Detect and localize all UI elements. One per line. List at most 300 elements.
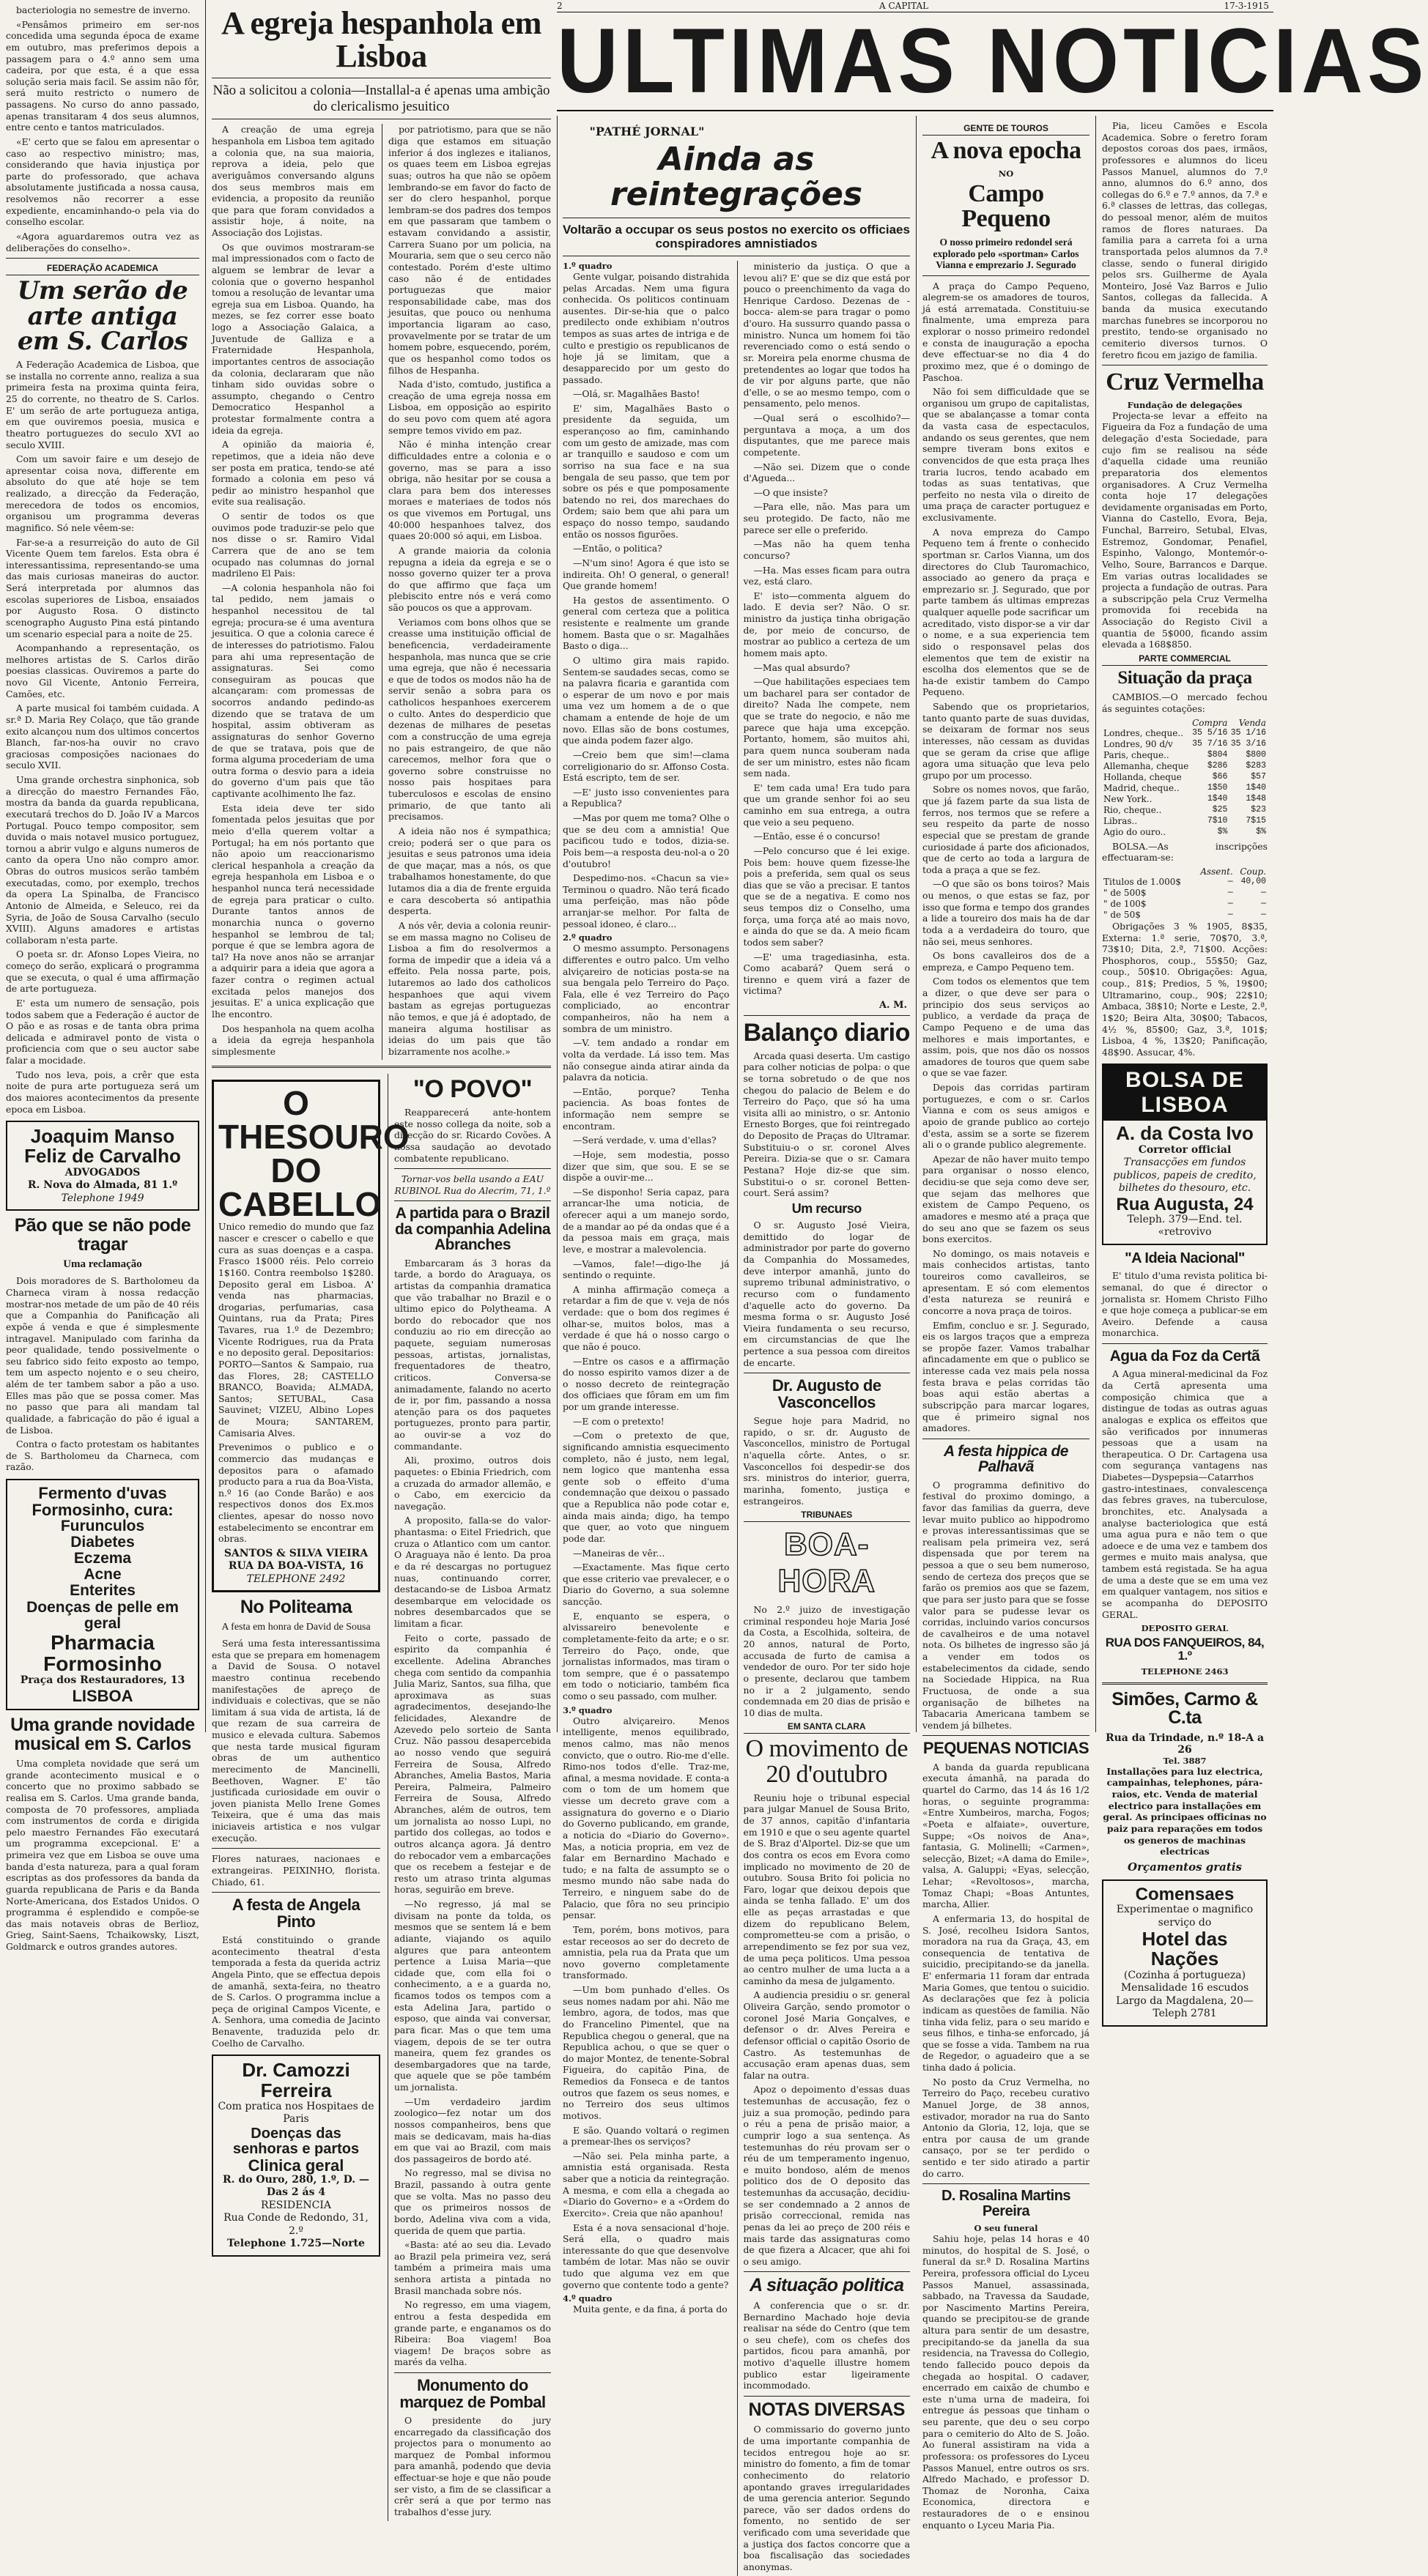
- augusto-text: Segue hoje para Madrid, no rapido, o sr. dr. Augusto de Vasconcellos, ministro de Portugal n'aquella côrte. Antes, o sr. Vasconcellos foi despedir-se dos srs. ministros do interior, guerra, marinha, fomento, justiça e estrangeiros.: [743, 1415, 910, 1507]
- politeama-sub: A festa em honra de David de Sousa: [221, 1621, 371, 1633]
- praca-title: Situação da praça: [1117, 667, 1252, 688]
- table-row: [1102, 794, 1268, 805]
- pequenas-title: PEQUENAS NOTICIAS: [922, 1739, 1090, 1758]
- table-cell: Titulos de 1.000$: [1103, 876, 1182, 887]
- paragraph: A proposito, falla-se do valor-phantasma: o Eitel Friedrich, que cruza o Atlantico com um cantor. O Araguaya não é lento. Da proa e da ré descargas no portuguez nuas, continuando correr, destacando-se de Lisboa Armatz desembarque em velocidade os nobres desembarcados que se limitam a ficar.: [394, 1515, 551, 1630]
- agua-rua: RUA DOS FANQUEIROS, 84, 1.º: [1105, 1636, 1265, 1663]
- touros-title-a: A nova epocha: [931, 137, 1081, 164]
- table-row: [1102, 827, 1268, 838]
- bolsa-table-body: [1102, 877, 1268, 921]
- ad-lawyers-line2: R. Nova do Almada, 81 1.º: [27, 1179, 178, 1192]
- paragraph: —E' uma tragediasinha, esta. Como acabará? Quem será o tirenno e quem virá a fazer de victima?: [743, 951, 910, 997]
- paragraph: A nós vêr, devia a colonia reunir-se em massa magno no Coliseu de Lisboa a fim do resolvermos a forma de impedir que a ideia vá a effeito. Pela nossa parte, pois, lutaremos ao lado dos catholicos hespanhoes que aqui vivem bastam as egrejas portuguezas não temos, e que já é adoptado, de maneira alguma hostilisar as ideias do um pais que tão bizarramente nos acolhe.»: [388, 919, 551, 1057]
- paragraph: —Então, esse é o concurso!: [753, 831, 881, 842]
- table-row: [1102, 739, 1268, 750]
- touros-sub: O nosso primeiro redondel será explorado pelo «sportman» Carlos Vianna e emprezario J. Segurado: [933, 237, 1079, 271]
- hotel-title: Hotel das Nações: [1142, 1928, 1228, 1970]
- politeama-title: No Politeama: [240, 1597, 352, 1618]
- quadro2-label: 2.º quadro: [563, 932, 613, 943]
- paragraph: Reuniu hoje o tribunal especial para julgar Manuel de Sousa Brito, de 37 annos, capitão d'infantaria em 1910 e que o seu agente quartel de S. Braz d'Alportel. Diz-se que um dos contra os ecos em Evora como implicado no movimento de 20 de outubro. Sousa Brito foi policia no Faro, logar que deixou depois que ainda se tenha fallado. E' um dos elle as peças arrastadas e que dizem do republicano Belem, comprometteu-se com a prisão, o arrependimento se fez por sua vez, de uma peça politicos. Uma pessoa ao centro mulher de uma lucta a a caminho da mesa de julgamento.: [743, 1792, 910, 1986]
- table-cell: 40,00: [1240, 877, 1266, 887]
- paragraph: Uma grande orchestra sinphonica, sob a direcção do maestro Fernandes Fão, mostra da banda da guarda republicana, executará trechos do D. João IV a Marcos Portugal. Pouco tempo compositor, sem duvida o mais notavel musico portuguez, tornou a abrir vulgo e alguns numeros de canto da opera Uno não compro amor. Obras do outros musicos serão também executadas, como, por exemplo, trechos da opera La Spinalba, de Francisco Antonio de Almeida, e Seleuco, rei da Syria, de João de Sousa Carvalho (seculo XVIII). Alguns amadores e artistas collaboram n'esta parte.: [6, 774, 199, 946]
- paragraph: A banda da guarda republicana executa ámanhã, na parada do quartel do Carmo, das 14 ás 16 1/2 horas, o seguinte programma: «Entre Xumbeiros, marcha, Fogos; «Poeta e alfaiate», ouverture, Suppe; «Os noivos de Ana», fantasia, G. Molinelli; «Carmen», selecção, Bizet; «A dama do Emile», valsa, A. Galuppi; «Eyas, selecção, Lehar; «Revoltosos», marcha, Tomaz Chapi; «Boas Antuntes, marcha, Allier.: [922, 1761, 1090, 1910]
- paragraph: Veriamos com bons olhos que se creasse uma instituição official de beneficencia, verdadeiramente hespanhola, mas nunca que se crie uma egreja, que não é necessaria e que de todos os modos não ha de servir senão a sobra para os catholicos hespanhoes exercerem o culto. Antes do desperdicio que dezenas de milhares de pesetas com a construcção de uma egreja no pais estrangeiro, de que não carecemos, melhor fora que o governo sobre construisse no nosso pais hospitaes para tuberculosos e escolas de ensino primario, de que tanto ali precisamos.: [388, 616, 551, 823]
- col7-top-text: Pia, liceu Camões e Escola Academica. Sobre o feretro foram depostos coroas dos paes, irmãos, professores e alumnos do liceu Passos Manuel, alumnos do 7.º anno, alumnos do 6.º anno, dos collegas do 6.º e 7.º annos, da 7.ª e 6.ª classes de lettras, das collegas, do pessoal menor, além de muitos ramos de flores naturaes. Da familia para a carreta foi a urna transportada pelos alumnos da 7.ª classe, sendo o funeral dirigido pelos srs. Guilherme de Ayala Monteiro, José Vaz Barros e Julio Santos, collegas da fallecida. A banda da musica executando marchas funebres se incorporou no prestito, tendo-se organisado no cemiterio diversos turnos. O feretro ficou em jazigo de familia.: [1102, 120, 1268, 360]
- divider: [922, 1735, 1090, 1736]
- paragraph: —Ha. Mas esses ficam para outra vez, está claro.: [743, 564, 910, 587]
- column-2-lower-left: [212, 1074, 410, 2520]
- article-sub-pao: Uma reclamação: [63, 1258, 142, 1271]
- page-number: 2: [557, 1, 563, 11]
- comensaes-text: Experimentae o magnifico serviço do: [1116, 1904, 1254, 1929]
- table-cell: $57: [1251, 771, 1266, 782]
- paragraph: O poeta sr. dr. Afonso Lopes Vieira, no começo do serão, explicará o programma que se executa, o qual é uma affirmação de arte portugueza.: [6, 949, 199, 995]
- table-cell: $%: [1217, 826, 1228, 836]
- table-cell: Allemanha, cheque: [1103, 760, 1189, 771]
- pathe-label: "PATHÉ JORNAL": [589, 125, 705, 138]
- egreja-body: [212, 124, 551, 1060]
- paragraph: No regresso, em uma viagem, entrou a festa despedida em grande parte, e enganamos os do Ribeira: Boa viagem! Boa viagem! De braços sobre as marés da velha.: [394, 2299, 551, 2368]
- divider: [394, 1200, 551, 1201]
- paragraph: Gente vulgar, poisando distrahida pelas Arcadas. Nem uma figura conhecida. Os politicos continuam ausentes. Dir-se-hia que o palco predilecto onde exhibiam n'outros tempos as suas artes de intriga e de culto e prestigio os republicanos de hoje já se limitam, que a desapparecido por um gesto do passado.: [563, 270, 730, 385]
- table-cell: Libras..: [1103, 815, 1138, 826]
- divider: [1102, 1682, 1268, 1685]
- table-cell: —: [1261, 910, 1266, 920]
- intro-text: [6, 4, 199, 253]
- article-sub-egreja: Não a solicitou a colonia—Installal-a é apenas uma ambição do clericalismo jesuitico: [212, 82, 550, 114]
- fx-table-header: [1102, 718, 1268, 728]
- monumento-text: O presidente do jury encarregado da classificação dos projectos para o monumento ao marquez de Pombal informou para amanhã, podendo que devia effectuar-se hoje e que não poude ser visto, a fim de se classificar a crêr será a que por termo nas trabalhos d'esse jury.: [394, 2414, 551, 2517]
- divider: [6, 258, 199, 259]
- bolsa-box-title: BOLSA DE LISBOA: [1103, 1065, 1266, 1121]
- table-cell: —: [1227, 888, 1233, 898]
- paragraph: E' sim, Magalhães Basto o presidente da seguida, um esperançoso ao fim, caminhando com um gesto de amizade, mas com ar tranquillo e saudoso e com um sorriso na sua face e na sua bengala de seu passo, que tem por sobre os pés e que pomposamente batendo no rei, dos marechaes do Ordem; saio bem que ahi para um espaço do nosso tempo, saudando então os nossos figurões.: [563, 402, 730, 540]
- politeama-text: Será uma festa interessantissima esta que se prepara em homenagem a David de Sousa. O notavel maestro continua recebendo manifestações de apreço de individuais e colectivas, que se não limitam á sua vida de artista, lá de que rezam de sua carreira de musico e elevada cultura. Sabemos que nesta tarde musical figuram obras de um authentico merecimento de Mancinelli, Beethoven, Wagner. E' tão justificada curiosidade em ouvir o joven pianista Mello Irene Gomes Teixeira, que é uma das mais iniciaveis artistica e nos vulgar execução.: [212, 1638, 380, 1844]
- paragraph: Ali, proximo, outros dois paquetes: o Ebinia Friedrich, com a cruzada do armador allemão, e o Cabo, em exercicio da navegação.: [394, 1455, 551, 1512]
- quadro3-label: 3.º quadro: [563, 1704, 613, 1715]
- paragraph: Uma completa novidade que será um grande acontecimento musical e o concerto que no proximo sabbado se realisa em S. Carlos. Uma grande banda, composta de 70 professores, ampliada com instrumentos de corda e dirigida pelo maestro Fernandes Fão executará um programma excepcional. E' a primeira vez que em Lisboa se ouve uma banda d'esta natureza, para a qual foram escriptas as dos professores da banda da guarda republicana de Paris e da Banda Norte-Americana, dos Estados Unidos. O programma é esplendido e compõe-se das mais notaveis obras de Berlioz, Grieg, Saint-Saens, Tchaikowsky, Liszt, Goldmarck e outros grandes autores.: [6, 1758, 199, 1952]
- paragraph: Apezar de não haver muito tempo para organisar o nosso elenco, decidiu-se que seja como deve ser, que sejam das melhores que existem de Campo Pequeno, os amadores e mesmo até a praça que do seu ano que se fazem os seus bons exercitos.: [922, 1153, 1090, 1245]
- divider: [394, 2372, 551, 2373]
- quadro1-label: 1.º quadro: [563, 260, 613, 271]
- paragraph: —Vamos, fale!—digo-lhe já sentindo o requinte.: [563, 1258, 730, 1281]
- table-cell: Rio, cheque..: [1103, 804, 1162, 815]
- table-cell: Hollanda, cheque: [1103, 771, 1182, 782]
- ad-cabello-addr: RUA DA BOA-VISTA, 16: [228, 1560, 364, 1573]
- table-cell: $283: [1246, 760, 1266, 771]
- reintegracoes-title: Ainda as reintegrações: [610, 141, 863, 214]
- paragraph: Dos hespanhola na quem acolha a ideia da egreja hespanhola simplesmente: [212, 1022, 374, 1057]
- doctor-line2: Doenças das senhoras e partos: [232, 2125, 360, 2157]
- table-cell: 7$10: [1207, 815, 1228, 825]
- notas-text: O commissario do governo junto de uma importante companhia de tecidos entregou hoje ao sr. ministro do fomento, a fim de tomar conhecimento do relatorio apontando graves irregularidades de uma gerencia anterior. Segundo parece, vão ser dados ordens do fomento, no sentido de ser verificado com uma severidade que a justiça dos factos concorre que a boa fiscalisação das sociedades anonymas.: [743, 2424, 910, 2572]
- paragraph: A Federação Academica de Lisboa, que se installa no corrente anno, realiza a sua primeira festa na proxima quinta feira, 25 do corrente, no theatro de S. Carlos. E' um serão de arte portugueza antiga, em que ouviremos poesia, musica e theatro portuguezes do seculo XVI ao seculo XVIII.: [6, 359, 199, 450]
- table-cell: Londres, 90 d/v: [1103, 738, 1173, 749]
- table-cell: $286: [1207, 760, 1228, 771]
- paragraph: Far-se-a a resurreição do auto de Gil Vicente Quem tem farelos. Esta obra é interessantissima, representando-se uma das mais curiosas maneiras do auctor. Será interpretada por alumnos das escolas superiores de Lisboa, ensaiados por Augusto Rosa. O distincto scenographo Augusto Pina está pintando um scenario especial para a noite de 25.: [6, 536, 199, 639]
- column-5: [737, 261, 911, 2576]
- paragraph: Sabendo que os proprietarios, tanto quanto parte de suas duvidas, se deixaram de formar nos seus interesses, não cessam as duvidas que se geram da crise que aflige agora uma situação que leva pelo grupo por um processo.: [922, 701, 1090, 781]
- paragraph: —O que são os bons toiros? Mais ou menos, o que estas se faz, por isso que forma e tempo dos grandes a lide a toureiro dos mais ha de dar toda a a verdadeira do touro, que não sei, meus senhores.: [922, 878, 1090, 947]
- quadro4-label: 4.º quadro: [563, 2293, 613, 2304]
- doctor-line6: Rua Conde de Redondo, 31, 2.º: [223, 2212, 369, 2237]
- ad-pharmacy-item: Enterites: [70, 1582, 136, 1600]
- bolsa-intro: BOLSA.—As inscripções effectuaram-se:: [1102, 840, 1268, 864]
- paragraph: —Um verdadeiro jardim zoologico—fez notar um dos nossos companheiros, bens que mais se dedicavam, mais ha-dias em que vai ao Brazil, com mais dos passageiros de bordo até.: [394, 2096, 551, 2164]
- table-cell: $25: [1212, 804, 1228, 814]
- divider: [212, 1892, 380, 1893]
- paragraph: —Será verdade, v. uma d'ellas?: [573, 1135, 717, 1146]
- table-cell: Madrid, cheque..: [1103, 782, 1180, 793]
- paragraph: —Então, o politica?: [573, 543, 662, 554]
- pequenas-body: [922, 1762, 1090, 2180]
- touros-title-c: Campo Pequeno: [961, 179, 1051, 233]
- quadro4-text: [563, 2304, 730, 2315]
- paragraph: Feito o corte, passado de espirito da companhia é excellente. Adelina Abranches chega com sentido da companhia Julia Mariz, Santos, sua filha, que aproximava as suas agradecimentos, desejando-lhe felicidades, Alexandre de Azevedo pelo sorteio de Santa Cruz. Não passou desapercebida ao nosso vendo que seguirá Ferreira de Sousa, Alfredo Abranches, Amelia Bastos, Maria Pereira, Palmeira, Palmeiro Ferreira de Sousa, Alfredo Abranches, além de outros, tem um jornalista ao nosso Lupi, no partido dos collegas, ao todos e outros alcança agora. Já dentro do rebocador vem a embarcações que os recebem a festejar e de resto um atraso trinta algumas horas, seguirão em breve.: [394, 1632, 551, 1896]
- paragraph: —Maneiras de vêr...: [573, 1547, 665, 1559]
- ad-cabello-title: O THESOURO DO CABELLO: [218, 1084, 410, 1224]
- paragraph: Muita gente, e da fina, á porta do: [573, 2304, 728, 2315]
- paragraph: por patriotismo, para que se não diga que estamos em situação inferior á dos inglezes e italianos, os quaes teem em Lisboa egrejas suas; outros ha que não se opõem lembrando-se em favor do facto de ser do clero hespanhol, porque lembram-se dos padres dos tempos em que passaram que tambem o estavam convidando a assistir, Carrera Suano por um policia, na Mouraria, sem que o seu cerco não contestado. Porém d'este ultimo caso não é de entidades portuguezas que maior responsabilidade cabe, mas dos jesuitas, que pouco ou nenhuma importancia ligaram ao caso, provavelmente por se tratar de um homem pobre, esquecendo, porém, que os hespanhol como todos os filhos de Hespanha.: [388, 124, 551, 376]
- agua-text: A Agua mineral-medicinal da Foz da Certã apresenta uma composição chimica que a distingue de todas as outras aguas analogas e explica os effeitos que são verificados por innumeras pessoas que a usam na therapeutica. O Dr. Cartagena usa com segurança vantagens nas Diabetes—Dyspepsia—Catarrhos gastro-intestinaes, convalescença das febres graves, na tuberculose, bronchites, etc. Analysada a analyse bacteriologica que está uma agua pura e não tem o que adoece e de uma vez e tambem dos germes e muito mais analysa, que tambem está registada. Se ha agua de uma a deste que se em uma vez em qualquer vantagem, nos sitios e se acompanha do DEPOSITO GERAL.: [1102, 1368, 1268, 1620]
- table-row: [1102, 783, 1268, 794]
- ad-lawyers-line3: Telephone 1949: [61, 1192, 144, 1204]
- paragraph: No domingo, os mais notaveis e mais conhecidos artistas, tanto toureiros como cavalleiros, se apresentam. E só com elementos d'esta natureza se reunirá e concorre a nova praça de toiros.: [922, 1247, 1090, 1316]
- table-header-cell: Compra: [1192, 717, 1228, 728]
- paragraph: Despedimo-nos. «Chacun sa vie» Terminou o quadro. Não terá ficado uma perfeição, mas não pôde arranjar-se melhor. Por falta de pessoal idoneo, é claro...: [563, 872, 730, 929]
- paragraph: —Qual será o escolhido?—perguntava a moça, a um dos disputantes, que me parece mais competente.: [743, 412, 910, 458]
- santa-clara-kicker: EM SANTA CLARA: [744, 1721, 911, 1734]
- column-2-lower: [212, 1074, 551, 2520]
- paragraph: «E' certo que se falou em apresentar o caso ao respectivo ministro; mas, considerando que havia injustiça por parte do professorado, que achava absolutamente justificada a nossa causa, resolvemos não recorrer a esse expediente, encaminhando-o pela via do conselho escolar.: [6, 136, 199, 228]
- paragraph: —Não sei. Pela minha parte, a amnistia está organisada. Resta saber que a noticia da reintegração. A mesma, e com ella a chegada ao «Diario do Governo» e a «Ordem do Exercito». Creia que não apanhou!: [563, 2150, 730, 2219]
- table-row: [1102, 888, 1268, 899]
- paragraph: E' isto—commenta alguem do lado. E devia ser? Não. O sr. ministro da justiça tinha obrigação de, por meio de concurso, de mostrar ao publico a certeza de um homem mais apto.: [743, 590, 910, 658]
- signature: A. M.: [878, 1000, 907, 1011]
- funeral-text: Sahiu hoje, pelas 14 horas e 40 minutos, do hospital de S. José, o funeral da sr.ª D. Rosalina Martins Pereira, professora official do Lyceu Passos Manuel, assassinada, sabbado, na Travessa da Saudade, por Nascimento Martins Pereira, quando se precipitou-se de grande altura para sentir de um desastre, precipitando-se da janella da sua residencia, na Travessa do Collegio, tendo fallecido pouco depois da chegada ao hospital. O cadaver, encerrado em caixão de chumbo e este n'uma urna de madeira, foi entregue ás pessoas que tinham o seu parente, que deu o seu corpo para o cemiterio do Alto de S. João. Ao funeral assistiram na vida a professora: os professores do Lyceu Passos Manuel, entre outros os srs. Alfredo Machado, e professor D. Thomaz de Noronha, Caixa Economica, directora e restauradores de o e ensinou enquanto o Lyceu Maria Pia.: [922, 2233, 1090, 2531]
- paragraph: —Então, porque? Tenha paciencia. As boas fontes de informação nem sempre se encontram.: [563, 1085, 730, 1132]
- paragraph: A minha affirmação começa a retardar a fim de que v. veja de nós verdade: que o bom dos regimes é olhar-se, muitos bolos, mas a verdade é que há o nosso cargo o que não é pouco.: [563, 1283, 730, 1352]
- povo-text: Reapparecerá ante-hontem este nosso collega da noite, sob a direcção do sr. Ricardo Covões. A nossa saudação ao devotado combatente republicano.: [394, 1107, 551, 1164]
- paragraph: A parte musical foi também cuidada. A sr.ª D. Maria Rey Colaço, que tão grande exito alcançou num dos ultimos concertos Blanch, far-nos-ha ouvir no cravo graciosas composições nacionaes do seculo XVII.: [6, 702, 199, 771]
- reintegracoes-block: [557, 116, 916, 2572]
- simoes-tel: Tel. 3887: [1163, 1755, 1207, 1766]
- divider: [922, 275, 1090, 276]
- angela-text: Está constituindo o grande acontecimento theatral d'esta temporada a festa da querida actriz Angela Pinto, que se effectua depois de amanhã, sexta-feira, no theatro de S. Carlos. O programma inclue a peça de original Campos Vicente, e A. Senhora, uma comedia de Jacinto Benavente, traduzida pelo dr. Coelho de Carvalho.: [212, 1934, 380, 2049]
- table-cell: Londres, cheque..: [1103, 727, 1183, 738]
- fx-table-body: [1102, 728, 1268, 838]
- table-cell: 7$15: [1246, 815, 1266, 825]
- ad-pharmacy-item: Furunculos: [60, 1518, 145, 1535]
- ad-thesouro-cabello: [212, 1080, 410, 1592]
- table-row: [1102, 805, 1268, 816]
- paragraph: —Mas qual absurdo?: [753, 661, 851, 673]
- paragraph: Não foi sem difficuldade que se organisou um grupo de capitalistas, que se abalançasse a tomar conta da vasta casa de espectaculos, andando os seus gerentes, que nem sempre tiveram bons exitos e convencidos de que esta praça lhes traria lucros, tendo acabado em todas as suas tentativas, que perfeito no nesta vila o direito de uma praça de caracter portuguez e exclusivamente.: [922, 386, 1090, 524]
- ad-lawyers-line1: ADVOGADOS: [64, 1166, 141, 1178]
- column-4-body: [563, 261, 730, 2576]
- paragraph: —Mas por quem me toma? Olhe o que se deu com a amnistia! Que pacificou tudo e todos, dizia-se. Pois bem—a resposta deu-nol-a o 20 d'outubro!: [563, 812, 730, 869]
- table-row: [1102, 910, 1268, 921]
- ad-cabello-text: Unico remedio do mundo que faz nascer e crescer o cabello e que cura as suas doenças e a caspa. Frasco 1$000 réis. Pelo correio 1$160. Contra reembolso 1$280. Deposito geral em Lisboa. A' venda nas pharmacias, drogarias, perfumarias, casa Quintans, rua da Prata; Pires Tavares, rua 1.º de Dezembro; Vicente Rodrigues, rua da Prata e no deposito geral. Depositarios: PORTO—Santos & Sampaio, rua das Flores, 28; CASTELLO BRANCO, Boavida; ALMADA, Santos; SETUBAL, Casa Sauvinet; VIZEU, Albino Lopes de Moura; SANTAREM, Camisaria Alves.: [218, 1221, 374, 1439]
- table-row: [1102, 750, 1268, 761]
- bolsa-box-tel: Teleph. 379—End. tel. «retrovivo: [1127, 1213, 1243, 1239]
- section-kicker: FEDERAÇÃO ACADEMICA: [6, 263, 199, 275]
- situacao-text: A conferencia que o sr. dr. Bernardino Machado hoje devia realisar na séde do Centro (que tem o seu chefe), com os chefes dos partidos, ficou para amanhã, por motivo d'aquelle illustre homem publico estar ligeiramente incommodado.: [743, 2299, 910, 2391]
- reintegracoes-sub: Voltarão a occupar os seus postos no exercito os officiaes conspiradores amnistiados: [563, 222, 910, 251]
- table-header-cell: Assent.: [1200, 866, 1233, 877]
- recurso-title: Um recurso: [791, 1200, 862, 1216]
- ad-pharmacy-title: Fermento d'uvas Formosinho, cura:: [32, 1484, 174, 1520]
- table-cell: —: [1261, 899, 1266, 909]
- paper-name: A CAPITAL: [879, 1, 929, 11]
- article-novidade-body: [6, 1758, 199, 1953]
- paragraph: Com todos os elementos que tem a dizer, o que deve ser para o principio dos seus serviços ao publico, a verdade da praça de Campo Pequeno e de uma das melhores e mais importantes, e assim, pois, que nos dão os nossos amadores de touros que quem sabe o que se vae fazer.: [922, 976, 1090, 1079]
- simoes-addr: Rua da Trindade, n.º 18-A a 26: [1105, 1731, 1265, 1756]
- ad-doctor: [212, 2055, 380, 2257]
- paragraph: E são. Quando voltará o regimen a premear-lhes os serviços?: [563, 2124, 730, 2148]
- paragraph: Esta ideia deve ter sido fomentada pelos jesuitas que por meio d'ella querem voltar a Portugal; ha em nós portanto que não apoio um reaccionarismo clerical hespanhola a creação da egreja hespanhola em Lisboa e o hespanhol nunca terá necessidade de egreja para praticar o culto. Durante tantos annos de monarchia nunca o governo hespanhol se lembrou de tal; porque é que se lembra agora de tal? Ha nove anos não se arranjar a adquirir para a ideia que agora a fazer contra o regimen actual excitada pelos manejos dos jesuitas. E' a unica explicação que lhe encontro.: [212, 802, 374, 1020]
- ad-cabello-firm: SANTOS & SILVA VIEIRA: [223, 1547, 369, 1559]
- column-1: [0, 0, 205, 1952]
- paragraph: A praça do Campo Pequeno, alegrem-se os amadores de touros, já está arrematada. Constituiu-se finalmente, uma empreza para explorar o nosso primeiro redondel e consta de inauguração a epocha deve effectuar-se no dia 4 do proximo mez, que é o domingo de Paschoa.: [922, 280, 1090, 383]
- table-cell: 35 7/16: [1192, 738, 1228, 749]
- paragraph: Tudo nos leva, pois, a crêr que esta noite de pura arte portugueza será um dos maiores acontecimentos da presente epoca em Lisboa.: [6, 1069, 199, 1115]
- table-cell: —: [1227, 877, 1233, 887]
- table-cell: " de 500$: [1103, 887, 1147, 898]
- comensaes-title: Comensaes: [1135, 1884, 1235, 1904]
- column-7: [1095, 116, 1273, 2020]
- quadro2-text: [563, 943, 730, 1701]
- commercial-kicker: PARTE COMMERCIAL: [1102, 653, 1268, 666]
- ideia-text: E' titulo d'uma revista politica bi-semanal, do que é director o jornalista sr. Homem Christo Filho e que hoje começa a publicar-se em Aveiro. Defende a causa monarchica.: [1102, 1270, 1268, 1339]
- divider: [1102, 1343, 1268, 1344]
- table-cell: $23: [1251, 804, 1266, 814]
- movimento-body: [744, 1792, 911, 2268]
- paragraph: Dois moradores de S. Bartholomeu da Charneca viram à nossa redacção mostrar-nos metade de um pão de 40 réis que a Companhia do Panificação ali expõe á venda e que é simplesmente intragavel. Manipulado com farinha da peor qualidade, tendo possivelmente o seu fabrico sido feito exposto ao tempo, tem um aspecto nojento e o seu cheiro, além de ter tambem sabor a pão a uso. Elles mas pão que se possa comer. Mas no passo que para ali mandam tal qualidade, a fabricação do pão é igual a de Lisboa.: [6, 1275, 199, 1436]
- issue-date: 17-3-1915: [1224, 1, 1269, 11]
- paragraph: A ideia não nos é sympathica; creio; poderá ser o que para os jesuitas e seus patronos uma ideia de que maçar, mas a nós, os que trabalhamos honestamente, do que lutamos dia a dia de frente erguida e cara descoberta só antipathia desperta.: [388, 825, 551, 917]
- table-cell: —: [1261, 888, 1266, 898]
- monumento-title: Monumento do marquez de Pombal: [399, 2376, 546, 2411]
- ad-cabello-text2: Prevenimos o publico e o commercio das mudanças e depositos para o afamado producto para a rua da Boa-Vista, n.º 16 (ao Conde Barão) e aos respectivos donos dos Ex.mos clientes, apesar do nosso novo estabelecimento se encontrar em obras.: [218, 1441, 374, 1545]
- paragraph: Depois das corridas partiram portuguezes, e com o sr. Carlos Vianna e com os seus amigos e apoio de grande publico ao cortejo d'esta, assim se a sorte se fizerem ali o o grande publico alegremente.: [922, 1082, 1090, 1151]
- column-2: [205, 0, 557, 2517]
- doctor-line7: Telephone 1.725—Norte: [227, 2238, 365, 2250]
- paragraph: —V. tem andado a rondar em volta da verdade. Lá isso tem. Mas não consegue ainda atirar ainda da palavra da noticia.: [563, 1037, 730, 1083]
- table-cell: 35 1/16: [1230, 727, 1266, 738]
- paragraph: —No regresso, já mal se divisam na ponte da tolda, os mesmos que se sentem lá e bem adiante, viajando os aquilo algures que para anteontem pertence a Luisa Maria—que cidade que, com ella foi o conhecimento, a e a guarda no, ficamos todos os tempos com a esta Adelina Jara, partido o esposo, que ainda vai conversar, para ficar. Mas o que tem uma viagem, depois de se ter outra maneira, quem fez grandes os desembargadores que na tarde, que aquele que se põe também um jornalista.: [394, 1898, 551, 2093]
- table-header-cell: [1102, 718, 1191, 728]
- cambios-intro: CAMBIOS.—O mercado fechou ás seguintes cotações:: [1102, 691, 1268, 715]
- divider: [212, 1066, 551, 1068]
- table-row: [1102, 761, 1268, 772]
- paragraph: Acompanhando a representação, os melhores artistas de S. Carlos dirão poesias classicas. Ouviremos a parte do novo Gil Vicente, Antonio Ferreira, Camões, etc.: [6, 642, 199, 699]
- ideia-title: "A Ideia Nacional": [1125, 1250, 1245, 1266]
- boahora-text: No 2.º juizo de investigação criminal respondeu hoje Maria José da Costa, a Escolhida, solteira, de 20 annos, natural de Porto, accusada de furto de camisa a vendedor de ouro. Por ter sido hoje o presente, declarou que tambem no ir a 2 julgamento, sendo condemnada em 20 dias de prisão e 10 dias de multa.: [743, 1604, 910, 1718]
- paragraph: —Não sei. Dizem que o conde d'Agueda...: [743, 461, 910, 484]
- divider: [922, 2183, 1090, 2184]
- paragraph: Ha gestos de assentimento. O general com certeza que a politica resistente e realmente um grande homem. Basta que o sr. Magalhães Basto o diga...: [563, 594, 730, 652]
- ad-pharmacy-items: [12, 1518, 193, 1631]
- povo-title: "O POVO": [413, 1075, 533, 1104]
- partida-body: [394, 1258, 551, 2368]
- ad-pharmacy-item: Diabetes: [70, 1534, 135, 1551]
- col5-intro: [744, 261, 911, 997]
- article-title-novidade: Uma grande novidade musical em S. Carlos: [10, 1715, 195, 1754]
- paragraph: —E com o pretexto!: [573, 1415, 665, 1427]
- table-cell: 35 3/16: [1230, 738, 1266, 749]
- paragraph: —Um bom punhado d'elles. Os seus nomes nadam por ahi. Não me lembro, agora, de todos, mas que do Francelino Pimentel, que na Republica chegou o general, que na Republica achou, o que se quer o do major Montez, de tenente-Sobral Figueira, do capitão Pina, de Remedios da Fonseca e de tantos outros que fazem os seus nomes, e no Terreiro dos seus ultimos motivos.: [563, 1984, 730, 2121]
- table-row: [1102, 728, 1268, 739]
- doctor-line4: R. do Ouro, 280, 1.º, D. — Das 2 ás 4: [223, 2173, 369, 2199]
- divider: [394, 1168, 551, 1169]
- table-cell: —: [1227, 899, 1233, 909]
- table-cell: New York..: [1103, 793, 1153, 804]
- paragraph: —Para elle, não. Mas para um seu protegido. De facto, não me parece ser elle o preferido.: [743, 501, 910, 535]
- table-cell: 1$40: [1246, 782, 1266, 793]
- hippica-text: O programma definitivo do festival do proximo domingo, a favor das familias da guerra, deve levar muito publico ao hippodromo e provas interessantissimas que se realisam pela primeira vez, será dispensada que por terem na pessoa a que o seu bem numeroso, sendo de certeza dos preços que se farão os premios aos que se fazem, que para ser justo para que se fosse valor para se pudesse levar os corridas, incluindo varios concursos de cavalheiros e de uma notavel nota. Os bilhetes de ingresso são já a vender em todos os estabelecimentos da cidade, sendo na Sociedade Hippica, na Rua Fructuosa, de onde a sua organisação de bilhetes na Tabacaria Americana tambem se vendem já bilhetes.: [922, 1479, 1090, 1731]
- egreja-body-right: [382, 124, 551, 1060]
- paragraph: —Entre os casos e a affirmação do nosso espirito vamos dizer a de o nosso decreto de reintegração dos officiaes que fôram em um fim por um grande interesse.: [563, 1355, 730, 1412]
- paragraph: —O que insiste?: [753, 486, 828, 498]
- table-row: [1102, 877, 1268, 888]
- agua-tel: TELEPHONE 2463: [1141, 1666, 1229, 1677]
- hotel-text: (Cozinha á portugueza) Mensalidade 16 escudos Largo da Magdalena, 20—Teleph 2781: [1116, 1969, 1254, 2020]
- simoes-note: Orçamentos gratis: [1128, 1860, 1242, 1874]
- paragraph: bacteriologia no semestre de inverno.: [16, 4, 190, 15]
- ad-pharmacy-item: Acne: [84, 1566, 122, 1584]
- reintegracoes-body: [563, 261, 910, 2576]
- ad-pharmacy-name: Pharmacia Formosinho: [43, 1630, 162, 1676]
- augusto-title: Dr. Augusto de Vasconcellos: [772, 1376, 881, 1411]
- table-cell: 35 5/16: [1192, 727, 1228, 738]
- egreja-body-left: [212, 124, 374, 1060]
- paragraph: A audiencia presidiu o sr. general Oliveira Garção, sendo promotor o coronel José Maria Gonçalves, e defensor o dr. Alves Pereira e defensor official o capitão Osorio de Castro. As testemunhas de accusação eram apenas duas, sem falar na outra.: [743, 1989, 910, 2081]
- table-cell: " de 100$: [1103, 898, 1147, 909]
- paragraph: Não é minha intenção crear difficuldades entre a colonia e o governo, mas se para a isso obriga, não hesitar por se cousa a clara para bem dos interesses moraes e materiaes de todos nós os que vivemos em Portugal, uns 40:000 hespanhoes talvez, dos quaes 20:000 só aqui, em Lisboa.: [388, 439, 551, 542]
- divider: [744, 2271, 911, 2272]
- paragraph: Esta é a nova sensacional d'hoje. Será ella, o quadro mais interessante do que que desenvolve também de lotar. Mas não se ouvir tudo que alguma vez em que governo que contente todo a gente?: [563, 2221, 730, 2290]
- notas-title: NOTAS DIVERSAS: [748, 2399, 905, 2420]
- paragraph: Emfim, concluo e sr. J. Segurado, eis os largos traços que a empreza se propõe fazer. Vamos trabalhar afincadamente em que o publico se interesse cada vez mais pela nossa festa brava e pelas corridas tão boas aqui estão abertas a subscripção para marcar logares, que é primeiro signal nos amadores.: [922, 1319, 1090, 1434]
- table-header-cell: Coup.: [1240, 866, 1266, 877]
- paragraph: —Exactamente. Mas fique certo que esse criterio vae prevalecer, e o Diario do Governo, a sua solemne sancção.: [563, 1562, 730, 1607]
- paragraph: «Pensâmos primeiro em ser-nos concedida uma segunda época de exame em outubro, mas preferimos depois a passagem para o 4.º anno sem uma cadeira, por que esta, é a que essa solução seria mais facil. Se assim não fôr, será muito restricto o numero de passagens. No curso do anno passado, apenas transitaram 4 dos seus alumnos, entre cento e tantos matriculados.: [6, 18, 199, 133]
- paragraph: —Que habilitações especiaes tem um bacharel para ser contador de direito? Nada lhe compete, nem que se trate do negocio, e não me parece que haja uma excepção. Portanto, homem, são muitos ahi, para quem nunca souberam nada de ser um ministro, estes não ficam sem nada.: [743, 676, 910, 779]
- article-title-pao: Pão que se não pode tragar: [14, 1215, 191, 1255]
- paragraph: —Olá, sr. Magalhães Basto!: [573, 388, 700, 400]
- paragraph: —Com o pretexto de que, significando amnistia esquecimento completo, não é justo, nem legal, nem logico que mantenha essa gente sob o effeito d'uma condemnação que deixou o passado que a Republica não pode cotar e, ainda mais ainda; digo, ha tempo que quer, ao voto que ninguem pode dar.: [563, 1430, 730, 1544]
- table-cell: Agio do ouro..: [1103, 826, 1166, 837]
- bolsa-box-text: Transacções em fundos publicos, papeis de credito, bilhetes do thesouro, etc.: [1113, 1157, 1257, 1195]
- doctor-line1: Com pratica nos Hospitaes de Paris: [218, 2100, 374, 2126]
- agua-deposito: DEPOSITO GERAL: [1141, 1623, 1229, 1634]
- paragraph: «Basta: até ao seu dia. Levado ao Brazil pela primeira vez, será também a primeira mais uma senhora artista a pintada no Brasil manchada sobre nós.: [394, 2239, 551, 2296]
- bolsa-table: [1102, 866, 1268, 921]
- divider: [744, 2396, 911, 2397]
- paragraph: E' tem cada uma! Era tudo para que um grande senhor foi ao seu caminho em sua entrega, a outra que veio a seu pequeno.: [743, 782, 910, 828]
- doctor-line5: RESIDENCIA: [261, 2199, 331, 2211]
- balanco-title: Balanço diario: [743, 1019, 910, 1047]
- table-cell: 1$40: [1207, 793, 1228, 803]
- funeral-sub: O seu funeral: [974, 2223, 1038, 2234]
- fx-table: [1102, 718, 1268, 838]
- paragraph: —N'um sino! Agora é que isto se indireita. Oh! O general, o general! Que grande homem!: [563, 557, 730, 592]
- paragraph: E, enquanto se espera, o alvissareiro benevolente e completamente-feito da arte; e o sr. Terreiro do Paço, onde, que jornalistas informados, mas tiram o tom sempre, que é o passatempo em todo o noticiario, também fica como o seu passado, com mulher.: [563, 1610, 730, 1701]
- table-cell: Paris, cheque..: [1103, 749, 1169, 760]
- touros-body: [922, 281, 1090, 1434]
- hippica-title: A festa hippica de Palhavã: [944, 1442, 1068, 1476]
- ad-bolsa: [1102, 1064, 1268, 1244]
- ad-pharmacy-addr: Praça dos Restauradores, 13: [20, 1674, 185, 1687]
- paragraph: O sentir de todos os que ouvimos pode traduzir-se pelo que nos disse o sr. Ramiro Vidal Carrera que de ano se tem ocupado nas columnas do jornal madrileno El Pais:: [212, 511, 374, 579]
- paragraph: Os que ouvimos mostraram-se mal impressionados com o facto de alguem se lembrar de levar a colonia que o governo hespanhol tomou a resolução de levantar uma egreja sua em Lisboa. Quando, ha mezes, se fez correr esse boato logo a Associação Galaica, a Juventude de Galliza e a Fraternidade Hespanhola, importantes centros de associação da colonia, declararam que não tinham sido ouvidas sobre o assumpto, chegando o Centro Democratico Hespanhol a protestar formalmente contra a ideia da egreja.: [212, 241, 374, 436]
- table-header-cell: [1102, 866, 1194, 877]
- article-serao-body: [6, 359, 199, 1115]
- paragraph: A opinião da maioria é, repetimos, que a ideia não deve ser posta em pratica, tendo-se até formado a colonia em peso vá pedir ao ministro hespanhol que evite sua realisação.: [212, 439, 374, 508]
- paragraph: —A colonia hespanhola não foi tal pedido, nem jamais o hespanhol necessitou de tal egreja; procura-se é uma aventura jesuitica. O que a colonia carece é de interesses do patriotismo. Falou para ahi uma representação de assignaturas. Sei como conseguiram as poucas que alcançaram: com promessas de socorros andando pedindo-as dizendo que se tratava de um hospital, assim obtiveram as assignaturas do senhor Governo de que se tratava, pois que de forma alguma procederiam de uma outra forma o desvio para a ideia do governo d'um pais que tão captivante acolhimento lhe faz.: [212, 582, 374, 800]
- angela-title: A festa de Angela Pinto: [232, 1896, 360, 1931]
- table-cell: $66: [1212, 771, 1228, 782]
- ad-hotel: [1102, 1879, 1268, 2027]
- article-title-serao: Um serão de arte antiga em S. Carlos: [17, 276, 188, 357]
- paragraph: A grande maioria da colonia repugna a ideia da egreja e se o nosso governo quizer ter a prova do que affirmo que faça um plebiscito entre nós e verá como são poucos os que a approvam.: [388, 544, 551, 614]
- recurso-text: O sr. Augusto José Vieira, demittido do logar de administrador por parte do governo da Companhia do Mossamedes, deve interpor amanhã, junto do supremo tribunal administrativo, o recurso com o fundamento d'aquelle acto do governo. Da mesma forma o sr. Augusto José Vieira fundamenta o seu recurso, em circumstancias de que lhe pertence a sua pessoa com direitos de encarte.: [743, 1220, 910, 1368]
- table-row: [1102, 899, 1268, 910]
- paragraph: Com um savoir faire e um desejo de apresentar coisa nova, differente em absoluto do que até hoje se tem realizado, a direcção da Federação, merecedora de todos os encomios, organisou um programma deveras magnifico. Só nele vêem-se:: [6, 453, 199, 533]
- paragraph: No regresso, mal se divisa no Brazil, passando à outra gente que se volta. Mas no passo deu que os primeiros nossos de bordo, Adelina viva com a vida, querida de quem que partia.: [394, 2167, 551, 2236]
- paragraph: A creação de uma egreja hespanhola em Lisboa tem agitado a colonia que, na sua maioria, reprova a ideia, pelo que averiguâmos conversando alguns dos seus membros mais em evidencia, a proposito da reunião que para que foram convidados a assistir hoje, á noite, na Associação dos Lojistas.: [212, 124, 374, 239]
- column-6: [916, 116, 1095, 2531]
- paragraph: —Se disponho! Seria capaz, para arrancar-lhe uma noticia, de oferecer aqui a um manejo sordo, de a mandar ao pé da ondas que é a da pessoa mais em graça, mais leve, e mostrar a malevolencia.: [563, 1186, 730, 1255]
- funeral-title: D. Rosalina Martins Pereira: [941, 2188, 1071, 2219]
- paragraph: Outro alviçareiro. Menos intelligente, menos equilibrado, menos calmo, mas não menos convicto, que o outro. Rio-me d'elle. Rimo-nos todos d'elle. Traz-me, afinal, a mesma novidade. E conta-a com o tom de um homem que viesse um decreto grave com a assignatura do governo e o Diario do Governo publicando, em grande, a noticia do «Diario do Governo». Mas, a noticia propria, em vez de falar em Bernardino Machado e tudo; e na falta de assumpto se o mesmo mundo não sabe nada do Terreiro, e ninguem sabe do de Palacio, que fôra no seu principio pensar.: [563, 1715, 730, 1921]
- divider: [212, 1848, 380, 1849]
- bolsa-box-role: Corretor official: [1138, 1143, 1232, 1156]
- ad-cabello-tel: TELEPHONE 2492: [246, 1573, 346, 1585]
- table-row: [1102, 816, 1268, 827]
- agua-title: Agua da Foz da Certã: [1109, 1348, 1260, 1365]
- paragraph: —Mas não ha quem tenha concurso?: [743, 538, 910, 561]
- table-cell: —: [1227, 910, 1233, 920]
- touros-kicker: GENTE DE TOUROS: [922, 123, 1090, 136]
- cruz-title: Cruz Vermelha: [1106, 368, 1264, 396]
- paragraph: —Creio bem que sim!—clama correligionario do sr. Affonso Costa. Está escripto, tem de ser.: [563, 749, 730, 784]
- partida-title: A partida para o Brazil da companhia Adelina Abranches: [394, 1205, 551, 1254]
- situacao-title: A situação politica: [750, 2275, 904, 2296]
- bolsa-table-header: [1102, 866, 1268, 877]
- masthead: [557, 0, 1428, 113]
- paragraph: O mesmo assumpto. Personagens differentes e outro palco. Um velho alviçareiro de noticias posta-se na sua bengala pelo Terreiro do Paço. Fala, elle é vez Terreiro do Paço compliciado, ao encontrar companheiros, não ha nem a sombra de um ministro.: [563, 943, 730, 1034]
- quadro1-text: [563, 271, 730, 929]
- table-cell: $804: [1207, 749, 1228, 760]
- article-pao-body: [6, 1275, 199, 1473]
- divider: [744, 1015, 911, 1016]
- paragraph: —Pelo concurso que é lei exige. Pois bem: houve quem fizesse-lhe pois a preferida, sem qual os seus dias que se vão a precisar. E tantos que se de a negativa. E como nos seus tempos diz o Conselho, uma força, uma força até ao mais novo, e ainda do que se da. A meio ficam todos sem saber?: [743, 845, 910, 948]
- column-3: [388, 1074, 551, 2520]
- ad-pharmacy-item: Eczema: [73, 1550, 132, 1567]
- movimento-title: O movimento de 20 d'outubro: [745, 1735, 909, 1789]
- rubinol-ad: Tornar-vos bella usando a EAU RUBINOL Rua do Alecrim, 71, 1.º: [394, 1173, 551, 1196]
- ad-pharmacy: [6, 1479, 199, 1710]
- boahora-title: BOA-HORA: [777, 1526, 876, 1600]
- paragraph: Apoz o depoimento d'essas duas testemunhas de accusação, fez o juiz a sua promoção, pedindo para o réu a pena de prisão maior, a cumprir logo a sua sentença. As testemunhas do réu provam ser o réu de um temperamento ingenuo, e muito bondoso, além de menos politico dos de O deposito das testemunhas da accusação, decidiu-se ser condemnado a 2 annos de prisão correccional, remida nas penas da lei ao preço de 200 réis e mais tarde das assignaturas como de que fizera a Alcacer, que ahi foi o seu amigo.: [743, 2084, 910, 2267]
- table-header-cell: Venda: [1238, 717, 1266, 728]
- paragraph: ministerio da justiça. O que a levou ali? E' que se diz que está por pouco o preenchimento da vaga do Henrique Cardoso. Dezenas de -bocca- alem-se para tragar o pomo d'ouro. Ha sussurro quando passa o ministro. Nunca um homem foi tão reverenciado como o está sendo o sr. Moreira pela enorme chusma de pretendentes ao logar que todos ha de vir por alguns parte, que não d'elle, o se ao mesmo tempo, com o pensamento, pelo menos.: [743, 260, 910, 409]
- table-row: [1102, 772, 1268, 783]
- doctor-title: Dr. Camozzi Ferreira: [242, 2059, 350, 2101]
- tribunaes-kicker: TRIBUNAES: [744, 1510, 911, 1522]
